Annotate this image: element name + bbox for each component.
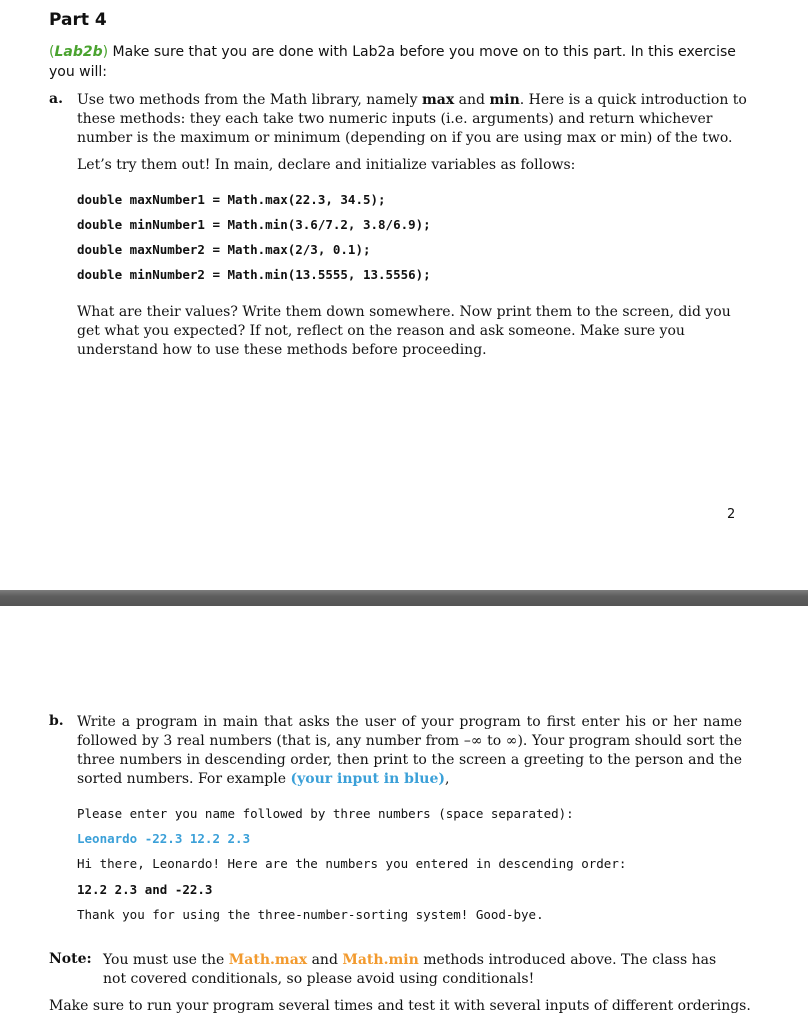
console-goodbye: Thank you for using the three-number-sorting system! Good-bye. [77,907,544,922]
math-max-highlight: Math.max [228,952,308,968]
item-a-paragraph-2: Let’s try them out! In main, declare and initialize variables as follows: [77,157,576,173]
code-line-4: double minNumber2 = Math.min(13.5555, 13.5556); [77,267,431,282]
item-b-text: Write a program in main that asks the user of your program to first enter his or her name followed by 3 real numbers (that is, any number from –∞ to ∞). Your program should sort the three numbers in descending order, then print to the screen a greeting to the person and the sorted numbers. For example [77,714,742,787]
console-greeting: Hi there, Leonardo! Here are the numbers you entered in descending order: [77,856,627,871]
console-prompt: Please enter you name followed by three numbers (space separated): [77,806,574,821]
item-a-paragraph-1 [77,91,757,148]
note-text-2: and [307,952,343,968]
note-text-1: You must use the [103,952,229,968]
item-b-trail: , [445,771,450,787]
console-user-input: Leonardo -22.3 12.2 2.3 [77,831,251,846]
lab-name: Lab2b [54,44,103,60]
code-line-3: double maxNumber2 = Math.max(2/3, 0.1); [77,242,371,257]
lab-open-paren: ( [49,44,55,60]
page-separator [0,590,808,606]
closing-instruction: Make sure to run your program several times and test it with several inputs of different orderings. [49,998,751,1014]
note-paragraph [103,951,743,989]
item-a-label: a. [49,91,63,107]
note-label: Note: [49,951,92,967]
code-line-1: double maxNumber1 = Math.max(22.3, 34.5); [77,192,386,207]
item-b-paragraph [77,713,742,789]
part-heading: Part 4 [49,10,107,30]
note-text-3: methods introduced above. The class has not covered conditionals, so please avoid using conditionals! [103,952,717,987]
item-a-paragraph-3: What are their values? Write them down somewhere. Now print them to the screen, did you get what you expected? If not, reflect on the reason and ask someone. Make sure you understand how to use these methods before proceeding. [77,304,731,358]
max-keyword: max [421,92,455,108]
lab-close-paren: ) [102,44,109,60]
blue-note: (your input in blue) [290,771,445,787]
item-b-label: b. [49,713,64,729]
page-two [0,606,808,1024]
min-keyword: min [489,92,520,108]
item-a-text-2: and [454,92,490,108]
item-a-text-3: . Here is a quick introduction to these methods: they each take two numeric inputs (i.e. arguments) and return whichever number is the maximum or minimum (depending on if you are using max or min) of the two. [77,92,747,146]
math-min-highlight: Math.min [342,952,419,968]
intro-paragraph [49,42,749,82]
intro-text: Make sure that you are done with Lab2a before you move on to this part. In this exercise you will: [49,44,736,80]
code-line-2: double minNumber1 = Math.min(3.6/7.2, 3.8/6.9); [77,217,431,232]
item-a-text-1: Use two methods from the Math library, namely [77,92,422,108]
page-number: 2 [727,507,736,522]
console-sorted-numbers: 12.2 2.3 and -22.3 [77,882,213,897]
